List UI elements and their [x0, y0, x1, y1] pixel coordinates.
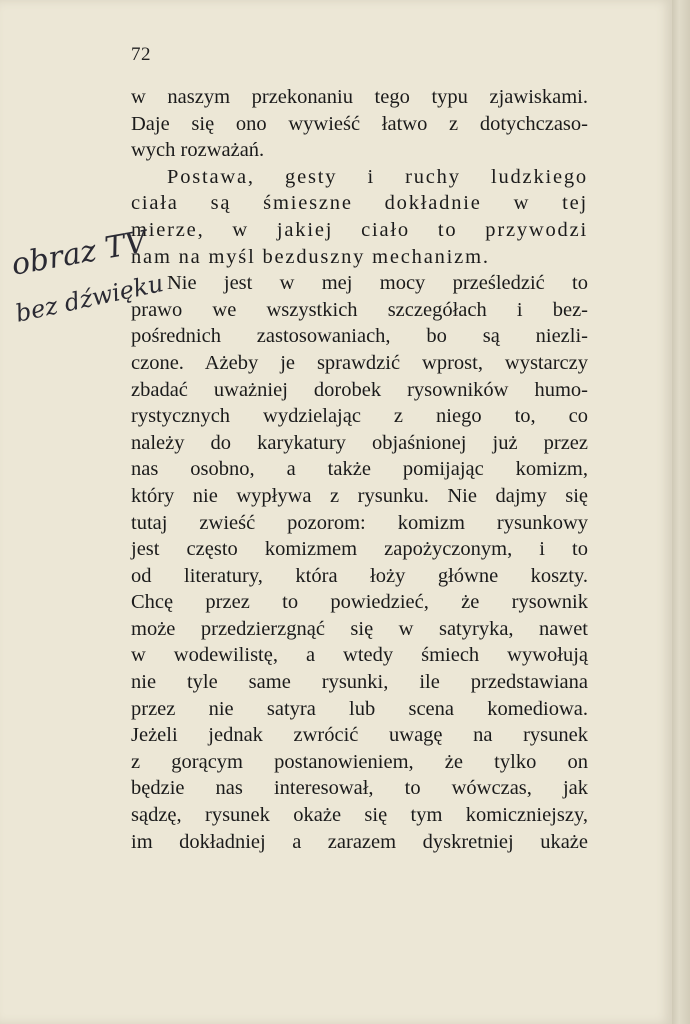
text-line: wych rozważań. — [131, 139, 265, 162]
page-number: 72 — [131, 44, 151, 65]
text-line: z gorącym postanowieniem, że tylko on — [131, 750, 588, 773]
text-line: który nie wypływa z rysunku. Nie dajmy się — [131, 484, 588, 507]
text-line: czone. Ażeby je sprawdzić wprost, wystarczy — [131, 351, 588, 374]
text-line: od literatury, która łoży główne koszty. — [131, 564, 588, 587]
text-line: rystycznych wydzielając z niego to, co — [131, 405, 588, 428]
text-line: prawo we wszystkich szczegółach i bez- — [131, 298, 588, 321]
text-line: w wodewilistę, a wtedy śmiech wywołują — [131, 644, 588, 667]
text-line: tutaj zwieść pozorom: komizm rysunkowy — [131, 511, 588, 534]
text-line: zbadać uważniej dorobek rysowników humo- — [131, 378, 588, 401]
text-line: Daje się ono wywieść łatwo z dotychczaso- — [131, 112, 588, 135]
text-line: nam na myśl bezduszny mechanizm. — [131, 245, 490, 268]
text-line: sądzę, rysunek okaże się tym komiczniejszy, — [131, 804, 588, 827]
body-text — [131, 84, 588, 855]
text-line: jest często komizmem zapożyczonym, i to — [131, 538, 588, 561]
handwritten-note: bez dźwięku — [13, 269, 166, 328]
text-line: nie tyle same rysunki, ile przedstawiana — [131, 671, 588, 694]
text-line: im dokładniej a zarazem dyskretniej ukaże — [131, 830, 588, 853]
handwritten-note: obraz TV — [8, 224, 150, 283]
text-line: Postawa, gesty i ruchy ludzkiego — [167, 165, 588, 188]
text-line: Jeżeli jednak zwrócić uwagę na rysunek — [131, 724, 588, 747]
text-line: należy do karykatury objaśnionej już przez — [131, 431, 588, 454]
text-line: Chcę przez to powiedzieć, że rysownik — [131, 591, 588, 614]
text-line: nas osobno, a także pomijając komizm, — [131, 458, 588, 481]
text-line: pośrednich zastosowaniach, bo są niezli- — [131, 325, 588, 348]
text-line: może przedzierzgnąć się w satyryka, nawet — [131, 617, 588, 640]
text-line: przez nie satyra lub scena komediowa. — [131, 697, 588, 720]
text-line: w naszym przekonaniu tego typu zjawiskami. — [131, 86, 588, 108]
text-line: Nie jest w mej mocy prześledzić to — [167, 272, 588, 295]
page-edge — [672, 0, 690, 1024]
text-line: ciała są śmieszne dokładnie w tej — [131, 192, 588, 215]
text-line: będzie nas interesował, to wówczas, jak — [131, 777, 588, 800]
text-line: mierze, w jakiej ciało to przywodzi — [131, 218, 588, 241]
